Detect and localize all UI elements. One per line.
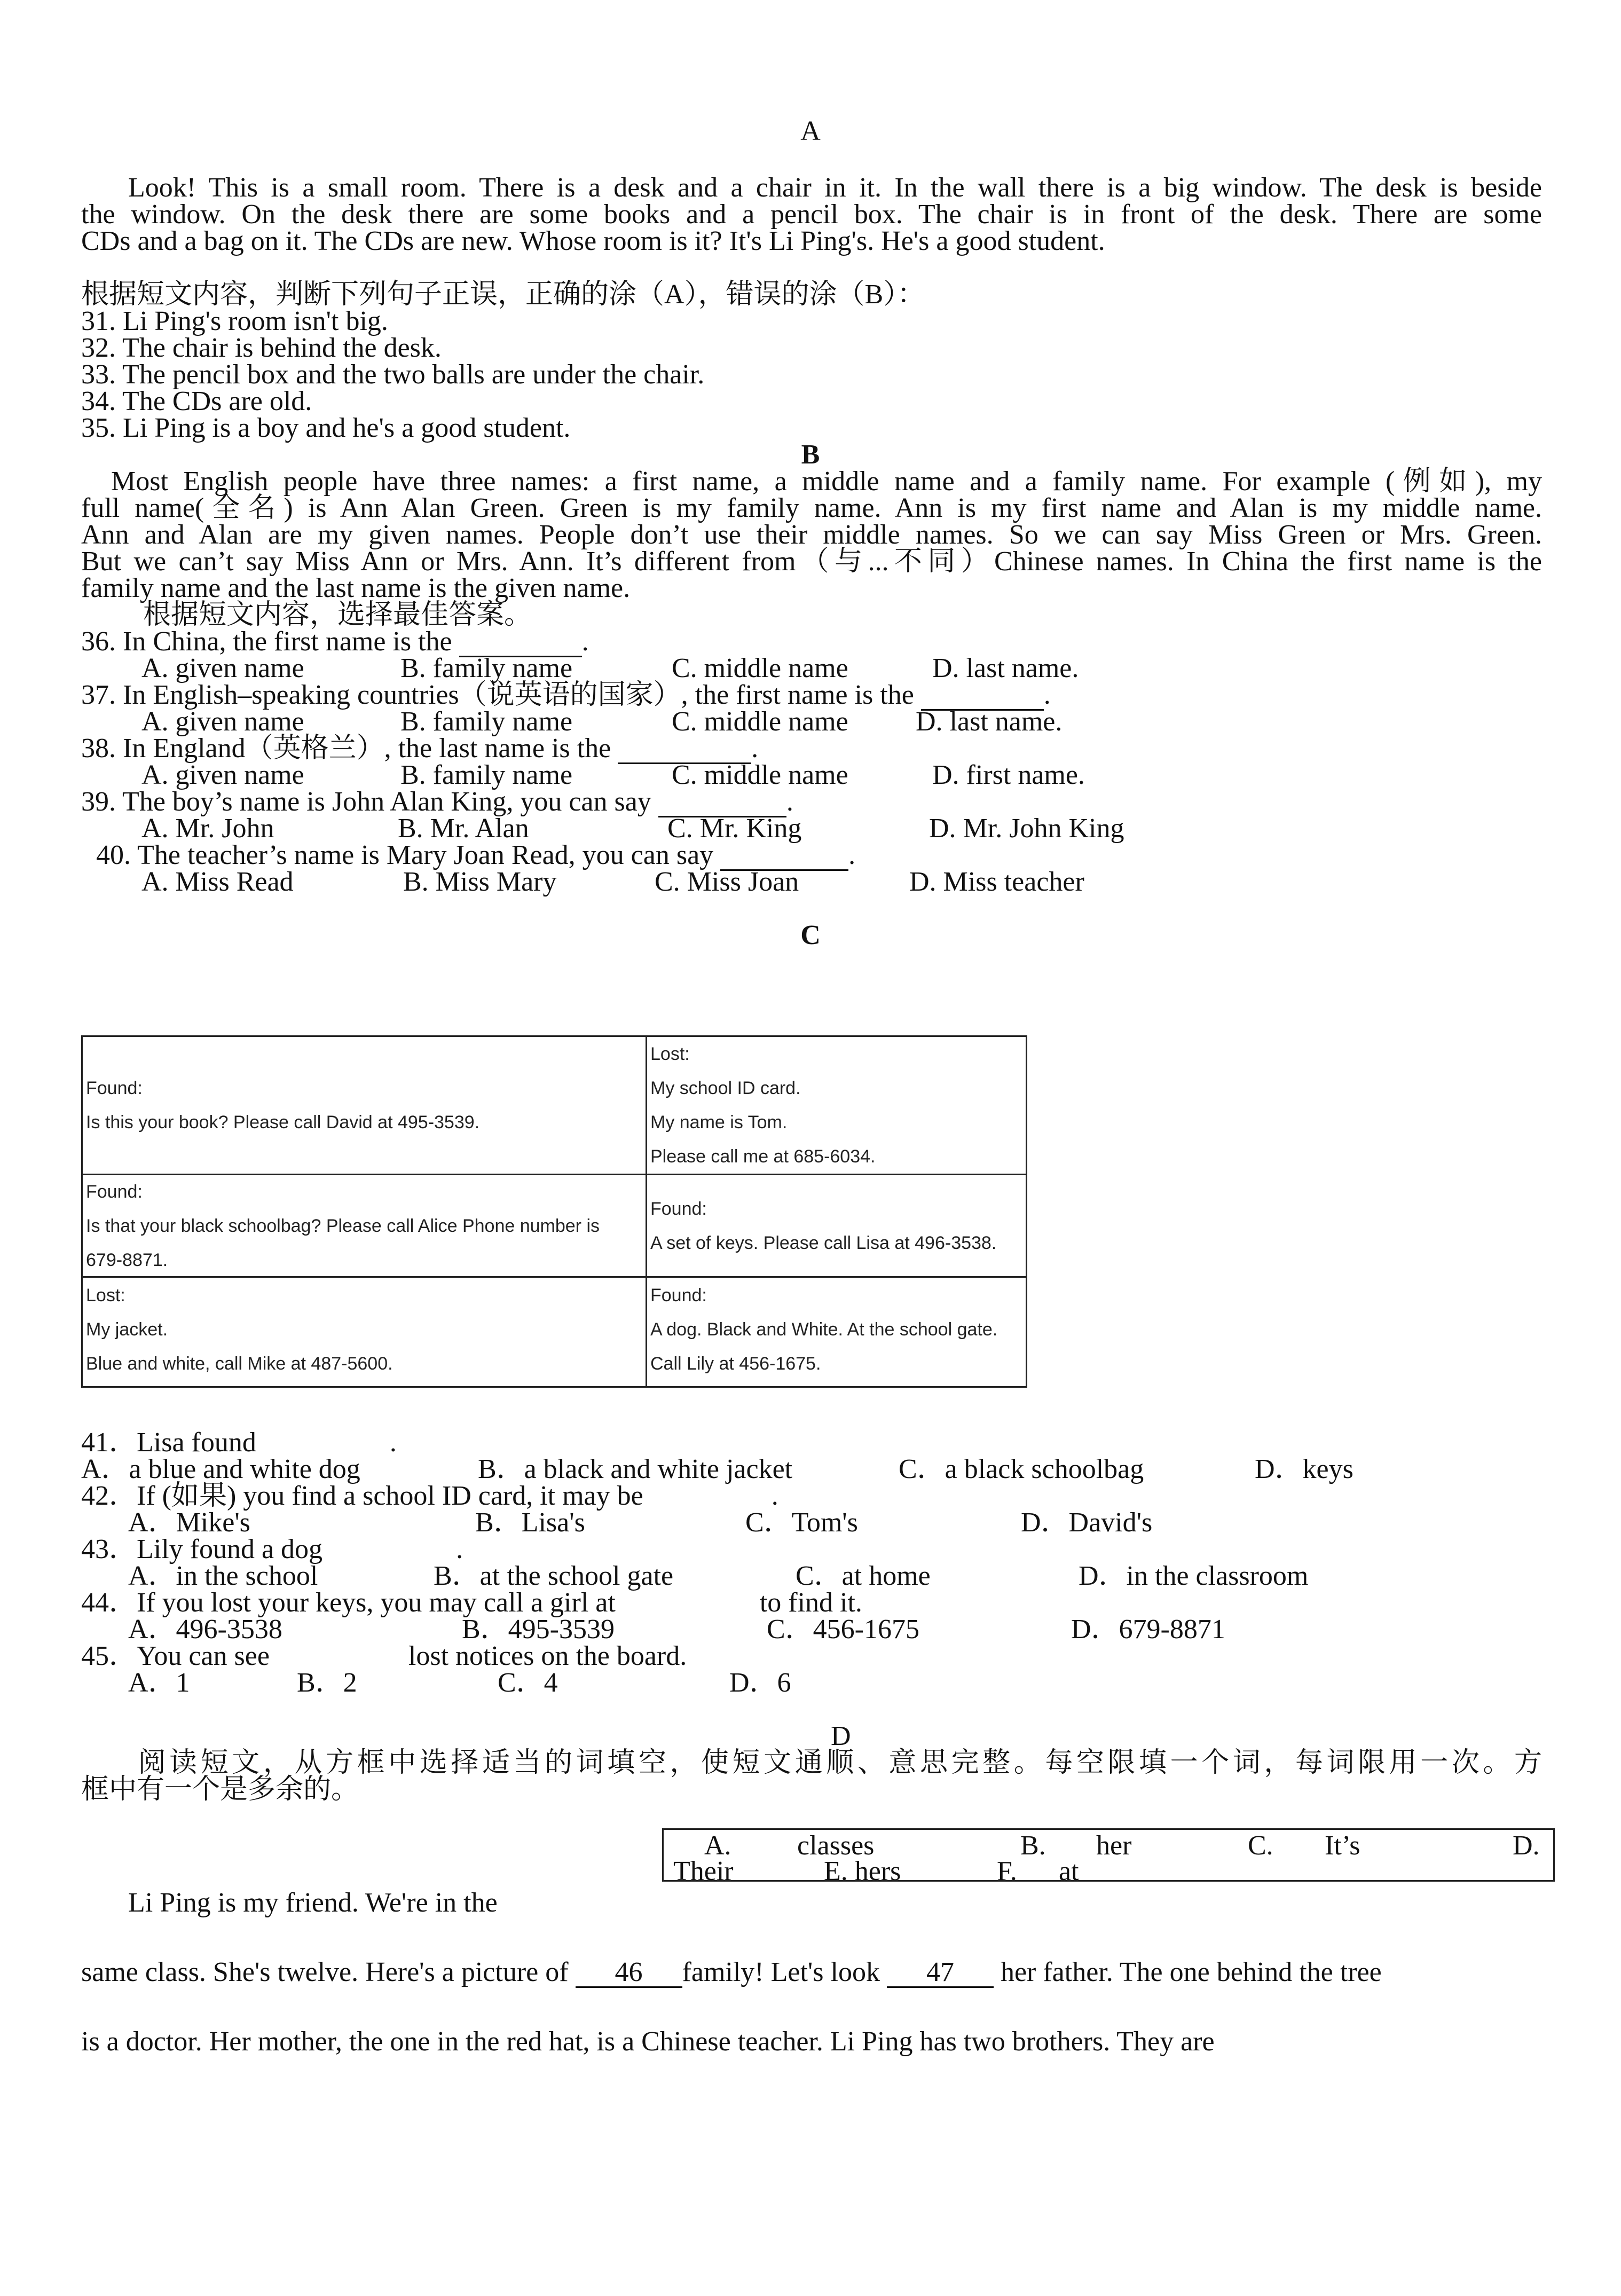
q41-option-a: A．a blue and white dog — [81, 1454, 360, 1484]
passage-d-line-2: same class. She's twelve. Here's a picture of 46 family! Let's look 47 her father. The one behind the tree — [81, 1957, 1382, 1987]
q45-option-b: B．2 — [297, 1668, 357, 1698]
q36-option-a: A. given name — [141, 653, 304, 683]
notice-lost-id-card: Lost: My school ID card. My name is Tom. Please call me at 685-6034. — [650, 1044, 876, 1167]
q41-option-c: C．a black schoolbag — [899, 1454, 1144, 1484]
question-36: 36. In China, the first name is the . — [81, 626, 589, 657]
q40-option-a: A. Miss Read — [141, 867, 294, 897]
blank-46[interactable]: 46 — [576, 1959, 682, 1988]
question-38: 38. In England（英格兰）, the last name is the . — [81, 733, 759, 764]
question-45: 45．You can see lost notices on the board. — [81, 1641, 687, 1671]
q39-option-b: B. Mr. Alan — [398, 813, 529, 844]
word-box-option-at: at — [1059, 1856, 1079, 1886]
q38-option-d: D. first name. — [932, 760, 1085, 790]
q44-option-b: B．495-3539 — [462, 1614, 615, 1645]
passage-a-line-2: the window. On the desk there are some books and a pencil box. The chair is in front of the desk. There are some — [81, 199, 1542, 230]
q41-option-b: B．a black and white jacket — [478, 1454, 793, 1484]
q36-option-c: C. middle name — [672, 653, 848, 683]
q37-option-d: D. last name. — [916, 706, 1063, 737]
item-33: 33. The pencil box and the two balls are under the chair. — [81, 359, 705, 390]
section-b-heading: B — [801, 439, 820, 470]
word-box-option-hers: E. hers — [824, 1856, 901, 1886]
word-box-label-d: D. — [1513, 1830, 1540, 1861]
question-41: 41．Lisa found . — [81, 1427, 397, 1458]
item-31: 31. Li Ping's room isn't big. — [81, 306, 388, 336]
notice-found-dog: Found: A dog. Black and White. At the school gate. Call Lily at 456-1675. — [650, 1285, 998, 1374]
q40-option-c: C. Miss Joan — [655, 867, 799, 897]
question-39: 39. The boy’s name is John Alan King, you can say . — [81, 787, 793, 817]
word-box-option-classes: classes — [797, 1830, 875, 1861]
notice-found-book: Found: Is this your book? Please call David at 495-3539. — [86, 1078, 480, 1133]
passage-b-line-3: Ann and Alan are my given names. People don’t use their middle names. So we can say Miss Green or Mrs. Green. — [81, 520, 1542, 550]
q39-option-a: A. Mr. John — [141, 813, 274, 844]
q39-option-d: D. Mr. John King — [929, 813, 1124, 844]
word-box-option-their: Their — [673, 1856, 734, 1886]
question-44: 44．If you lost your keys, you may call a girl at to find it. — [81, 1587, 862, 1618]
q45-option-d: D．6 — [729, 1668, 791, 1698]
q45-option-c: C．4 — [498, 1668, 558, 1698]
notice-found-keys: Found: A set of keys. Please call Lisa at 496-3538. — [650, 1199, 997, 1253]
word-box-option-its: It’s — [1325, 1830, 1360, 1861]
notice-lost-jacket: Lost: My jacket. Blue and white, call Mike at 487-5600. — [86, 1285, 393, 1374]
q42-option-b: B．Lisa's — [475, 1507, 585, 1538]
word-box-label-a: A. — [704, 1830, 731, 1861]
question-43: 43．Lily found a dog . — [81, 1534, 463, 1564]
q45-option-a: A．1 — [128, 1668, 190, 1698]
q42-option-a: A．Mike's — [128, 1507, 250, 1538]
q44-option-c: C．456-1675 — [767, 1614, 920, 1645]
section-b-instruction: 根据短文内容，选择最佳答案。 — [143, 600, 532, 630]
item-35: 35. Li Ping is a boy and he's a good student. — [81, 413, 571, 443]
notice-found-schoolbag: Found: Is that your black schoolbag? Please call Alice Phone number is 679-8871. — [86, 1182, 600, 1270]
passage-b-line-2: full name(全名) is Ann Alan Green. Green is my family name. Ann is my first name and Alan is my middle name. — [81, 493, 1542, 523]
q43-option-c: C．at home — [796, 1561, 931, 1591]
section-c-heading: C — [800, 920, 821, 950]
q42-option-d: D．David's — [1021, 1507, 1153, 1538]
item-32: 32. The chair is behind the desk. — [81, 333, 442, 363]
passage-b-line-1: Most English people have three names: a first name, a middle name and a family name. For example (例如), my — [111, 466, 1542, 497]
word-box-label-f: F. — [997, 1856, 1017, 1886]
word-choice-box — [662, 1828, 1555, 1886]
passage-a-line-1: Look! This is a small room. There is a desk and a chair in it. In the wall there is a big window. The desk is beside — [128, 172, 1542, 203]
q43-option-d: D．in the classroom — [1079, 1561, 1309, 1591]
q36-option-d: D. last name. — [932, 653, 1079, 683]
word-box-label-b: B. — [1020, 1830, 1046, 1861]
section-a-heading: A — [800, 116, 821, 146]
section-a-instruction: 根据短文内容，判断下列句子正误，正确的涂（A），错误的涂（B）： — [81, 279, 925, 310]
question-40: 40. The teacher’s name is Mary Joan Read, you can say . — [96, 840, 856, 870]
word-box-label-c: C. — [1248, 1830, 1273, 1861]
passage-d-line-1: Li Ping is my friend. We're in the — [128, 1888, 498, 1918]
q36-option-b: B. family name — [400, 653, 573, 683]
passage-b-line-4: But we can’t say Miss Ann or Mrs. Ann. It’s different from（与...不同）Chinese names. In China the first name is the — [81, 546, 1542, 577]
passage-a-line-3: CDs and a bag on it. The CDs are new. Whose room is it? It's Li Ping's. He's a good student. — [81, 226, 1105, 256]
blank-47[interactable]: 47 — [887, 1959, 994, 1988]
q40-option-d: D. Miss teacher — [909, 867, 1084, 897]
section-d-heading: D — [831, 1721, 851, 1751]
section-d-instruction-line-2: 框中有一个是多余的。 — [81, 1774, 359, 1805]
q38-option-a: A. given name — [141, 760, 304, 790]
item-34: 34. The CDs are old. — [81, 386, 312, 416]
q41-option-d: D．keys — [1255, 1454, 1354, 1484]
q42-option-c: C．Tom's — [745, 1507, 858, 1538]
q38-option-c: C. middle name — [672, 760, 848, 790]
q37-option-b: B. family name — [400, 706, 573, 737]
question-42: 42．If (如果) you find a school ID card, it may be . — [81, 1481, 778, 1511]
word-box-option-her: her — [1096, 1830, 1132, 1861]
q43-option-a: A．in the school — [128, 1561, 318, 1591]
q39-option-c: C. Mr. King — [667, 813, 802, 844]
q40-option-b: B. Miss Mary — [403, 867, 557, 897]
section-d-instruction-line-1: 阅读短文，从方框中选择适当的词填空，使短文通顺、意思完整。每空限填一个词，每词限用一次。方 — [135, 1748, 1542, 1778]
q37-option-c: C. middle name — [672, 706, 848, 737]
passage-b-line-5: family name and the last name is the given name. — [81, 573, 631, 603]
q43-option-b: B．at the school gate — [434, 1561, 674, 1591]
question-37: 37. In English–speaking countries（说英语的国家）, the first name is the . — [81, 680, 1051, 710]
q44-option-a: A．496-3538 — [128, 1614, 282, 1645]
passage-d-line-3: is a doctor. Her mother, the one in the red hat, is a Chinese teacher. Li Ping has two brothers. They are — [81, 2026, 1215, 2057]
q44-option-d: D．679-8871 — [1071, 1614, 1225, 1645]
notice-board-table — [81, 1035, 1027, 1388]
q37-option-a: A. given name — [141, 706, 304, 737]
q38-option-b: B. family name — [400, 760, 573, 790]
